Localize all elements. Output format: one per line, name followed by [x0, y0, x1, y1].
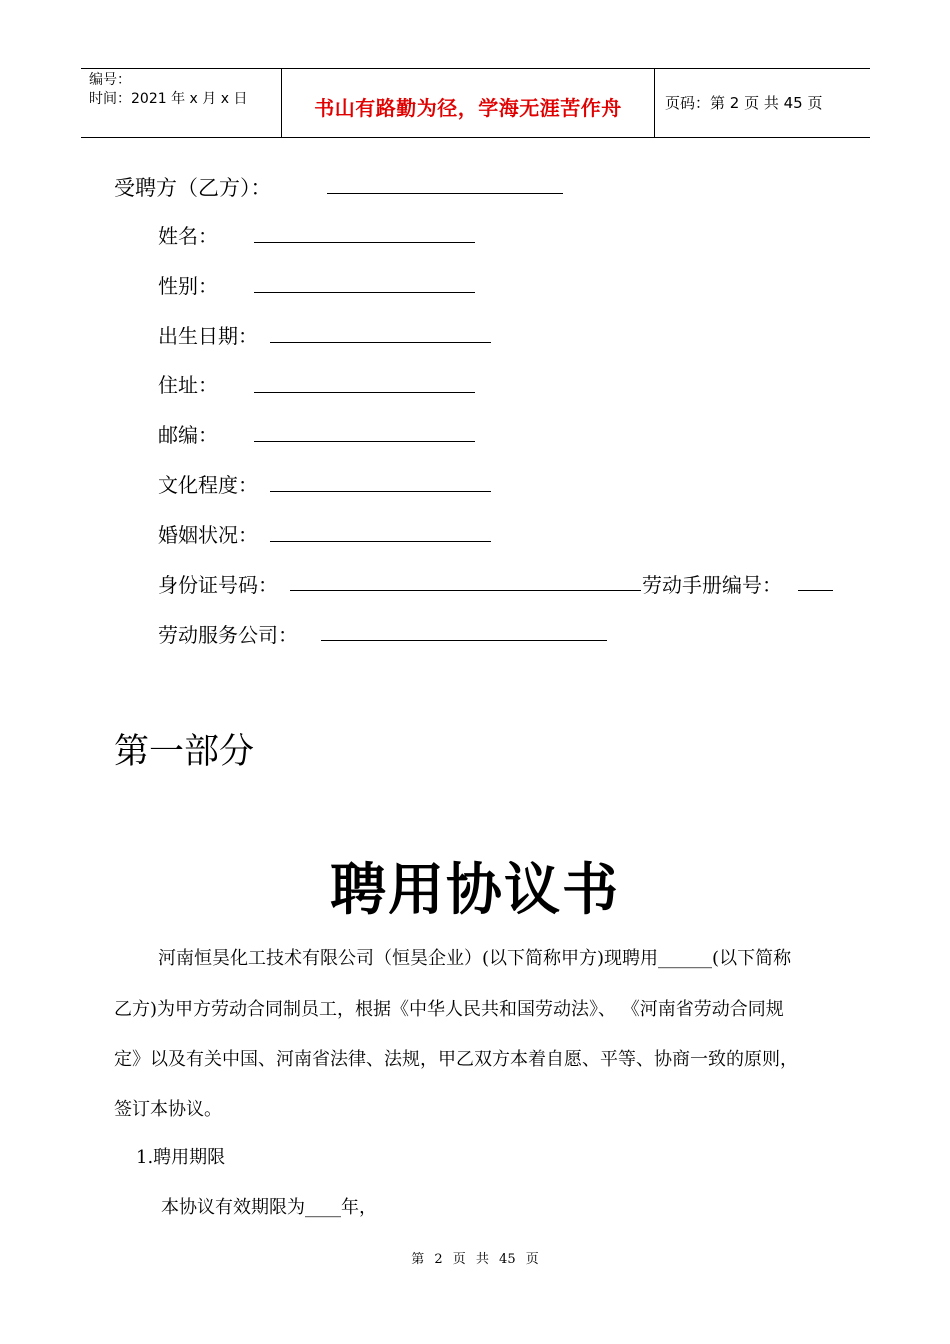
education-label: 文化程度：: [158, 473, 258, 497]
intro-line: 乙方)为甲方劳动合同制员工，根据《中华人民共和国劳动法》、 《河南省劳动合同规: [114, 999, 784, 1020]
document-time-label: 时间：2021 年 x 月 x 日: [89, 91, 248, 107]
header-meta: [81, 69, 281, 137]
document-title: 聘用协议书: [330, 857, 620, 923]
intro-line: 定》以及有关中国、河南省法律、法规，甲乙双方本着自愿、平等、协商一致的原则，: [114, 1049, 798, 1070]
gender-label: 性别：: [158, 274, 218, 298]
party-b-label: 受聘方（乙方）：: [114, 176, 272, 200]
section-text: 本协议有效期限为____年，: [161, 1197, 377, 1218]
intro-line: 河南恒昊化工技术有限公司（恒昊企业）(以下简称甲方)现聘用______(以下简称: [158, 948, 792, 969]
marital-status-blank[interactable]: [270, 541, 491, 542]
postcode-label: 邮编：: [158, 423, 218, 447]
labor-service-company-blank[interactable]: [321, 640, 607, 641]
education-blank[interactable]: [270, 491, 491, 492]
gender-blank[interactable]: [254, 292, 475, 293]
marital-status-label: 婚姻状况：: [158, 523, 258, 547]
document-number-label: 编号：: [89, 72, 131, 88]
party-b-blank[interactable]: [327, 193, 563, 194]
page-footer: 第 2 页 共 45 页: [411, 1252, 539, 1267]
birth-date-blank[interactable]: [270, 342, 491, 343]
id-number-blank[interactable]: [290, 590, 641, 591]
name-label: 姓名：: [158, 224, 218, 248]
header-motto: 书山有路勤为径，学海无涯苦作舟: [314, 95, 622, 120]
section-heading: 1.聘用期限: [136, 1147, 226, 1168]
address-label: 住址：: [158, 373, 218, 397]
part-heading: 第一部分: [114, 732, 255, 772]
page-header: [81, 68, 870, 138]
address-blank[interactable]: [254, 392, 475, 393]
labor-service-company-label: 劳动服务公司：: [158, 623, 298, 647]
birth-date-label: 出生日期：: [158, 324, 258, 348]
labor-handbook-blank[interactable]: [798, 590, 833, 591]
header-page-info: 页码：第 2 页 共 45 页: [665, 94, 823, 112]
id-number-label: 身份证号码：: [158, 573, 278, 597]
intro-line: 签订本协议。: [114, 1099, 222, 1120]
postcode-blank[interactable]: [254, 441, 475, 442]
labor-handbook-label: 劳动手册编号：: [642, 573, 782, 597]
name-blank[interactable]: [254, 242, 475, 243]
header-divider: [654, 69, 655, 137]
